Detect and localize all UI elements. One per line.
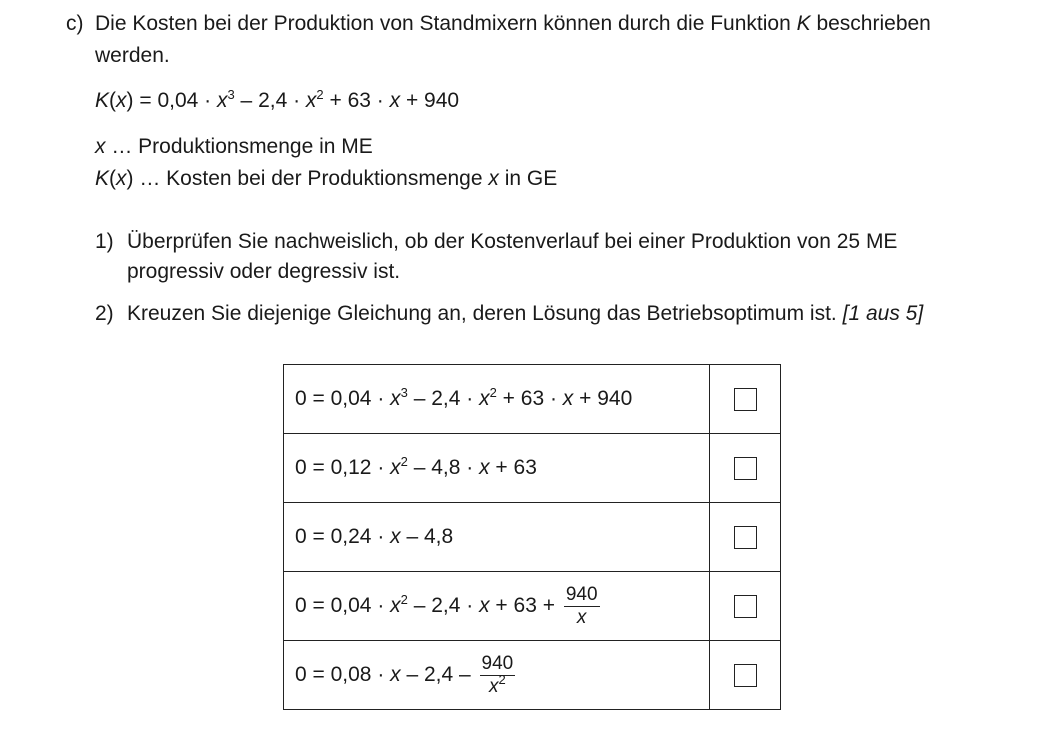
option-equation-5: 0 = 0,08 · x – 2,4 – $\frac{940}{x^2}$	[284, 641, 710, 710]
definition-x: x … Produktionsmenge in ME	[95, 135, 373, 158]
option-row	[284, 434, 781, 503]
option-checkbox-1[interactable]	[734, 388, 757, 411]
option-row	[284, 641, 781, 710]
part-label: c)	[66, 12, 84, 35]
fraction-numerator: 940	[481, 652, 514, 674]
option-row	[284, 365, 781, 434]
definition-kx: K(x) … Kosten bei der Produktionsmenge x in GE	[95, 167, 558, 190]
option-checkbox-3[interactable]	[734, 526, 757, 549]
fraction	[480, 653, 516, 698]
intro-text: Die Kosten bei der Produktion von Standmixern können durch die Funktion K beschrieben	[95, 12, 931, 35]
task2-hint: [1 aus 5]	[842, 302, 924, 325]
fraction-denominator: x	[576, 606, 587, 628]
option-equation-3: 0 = 0,24 · x – 4,8	[284, 503, 710, 572]
option-checkbox-2[interactable]	[734, 457, 757, 480]
fraction-numerator: 940	[565, 583, 598, 605]
option-row	[284, 503, 781, 572]
options-table	[283, 364, 781, 710]
option-equation-2: $0 = 0,12 \cdot x^2 - 4,8 \cdot x + 63$	[284, 434, 710, 503]
option-checkbox-4[interactable]	[734, 595, 757, 618]
option-row	[284, 572, 781, 641]
task2-number: 2)	[95, 302, 114, 325]
task1-text: Überprüfen Sie nachweislich, ob der Kostenverlauf bei einer Produktion von 25 ME	[127, 230, 898, 253]
task1-text-continued: progressiv oder degressiv ist.	[127, 260, 401, 283]
fraction	[564, 584, 600, 629]
option-equation-1: $0 = 0,04 \cdot x^3 - 2,4 \cdot x^2 + 63 \cdot x + 940$	[284, 365, 710, 434]
fraction-denominator: $x^2$	[489, 671, 506, 697]
cost-function: $K(x) = 0,04 \cdot x^3 - 2,4 \cdot x^2 + 63 \cdot x + 940$	[95, 87, 460, 112]
option-checkbox-5[interactable]	[734, 664, 757, 687]
task2-instruction: Kreuzen Sie diejenige Gleichung an, deren Lösung das Betriebsoptimum ist.	[127, 302, 837, 325]
task1-number: 1)	[95, 230, 114, 253]
option-equation-4: $0 = 0,04 \cdot x^2 - 2,4 \cdot x + 63$ + $\frac{940}{x}$	[284, 572, 710, 641]
task2-text	[127, 301, 923, 326]
intro-text-continued: werden.	[95, 44, 170, 67]
